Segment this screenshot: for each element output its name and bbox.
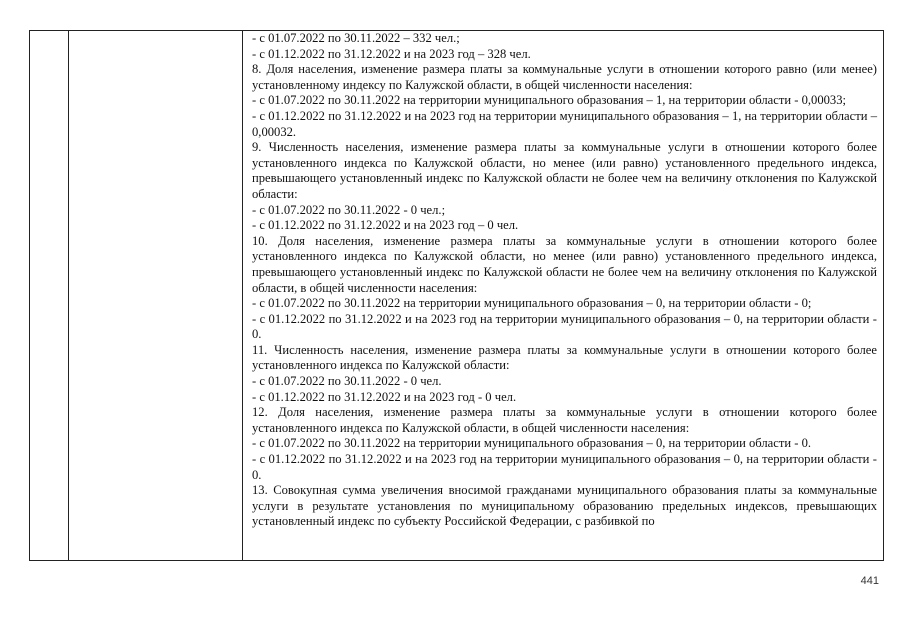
paragraph: - с 01.07.2022 по 30.11.2022 - 0 чел. bbox=[252, 374, 442, 389]
paragraph: 13. Совокупная сумма увеличения вносимой гражданами муниципального образования платы за коммунальные услуги в результате установления по муниципальному образованию предельных индексов, превышающих установленный индекс по субъекту Российской Федерации, с разбивкой по bbox=[252, 483, 877, 529]
paragraph: - с 01.12.2022 по 31.12.2022 и на 2023 год - 0 чел. bbox=[252, 389, 517, 404]
paragraph: - с 01.12.2022 по 31.12.2022 и на 2023 год на территории муниципального образования – 0, на территории области - 0. bbox=[252, 311, 877, 342]
table-column-content bbox=[243, 31, 883, 560]
paragraph: - с 01.07.2022 по 30.11.2022 - 0 чел.; bbox=[252, 202, 446, 217]
paragraph: - с 01.07.2022 по 30.11.2022 на территории муниципального образования – 1, на территории области - 0,00033; bbox=[252, 93, 847, 108]
paragraph: - с 01.07.2022 по 30.11.2022 на территории муниципального образования – 0, на территории области - 0. bbox=[252, 436, 812, 451]
table-column-number bbox=[30, 31, 69, 560]
paragraph: 8. Доля населения, изменение размера платы за коммунальные услуги в отношении которого равно (или менее) установленному индексу по Калужской области, в общей численности населения: bbox=[252, 62, 877, 92]
paragraph: - с 01.12.2022 по 31.12.2022 и на 2023 год на территории муниципального образования – 0, на территории области - 0. bbox=[252, 452, 877, 482]
paragraph: - с 01.12.2022 по 31.12.2022 и на 2023 год на территории муниципального образования – 1, на территории области – 0,00032. bbox=[252, 108, 877, 139]
paragraph: - с 01.12.2022 по 31.12.2022 и на 2023 год – 328 чел. bbox=[252, 46, 531, 61]
paragraph: 9. Численность населения, изменение размера платы за коммунальные услуги в отношении которого более установленного индекса по Калужской области, но менее (или равно) установленного предельного индекса, превышающего установленный индекс по Калужской области не более чем на величину отклонения по Калужской области: bbox=[252, 140, 877, 201]
paragraph: 10. Доля населения, изменение размера платы за коммунальные услуги в отношении которого более установленного индекса по Калужской области, но менее (или равно) установленного предельного индекса, превышающего установленный индекс по Калужской области не более чем на величину отклонения по Калужской области, в общей численности населения: bbox=[252, 233, 877, 295]
table-column-name bbox=[69, 31, 243, 560]
paragraph: - с 01.07.2022 по 30.11.2022 – 332 чел.; bbox=[252, 31, 460, 45]
page-number: 441 bbox=[860, 575, 879, 587]
document-table bbox=[29, 30, 884, 561]
paragraph: 12. Доля населения, изменение размера платы за коммунальные услуги в отношении которого более установленного индекса по Калужской области, в общей численности населения: bbox=[252, 405, 877, 435]
paragraph: - с 01.12.2022 по 31.12.2022 и на 2023 год – 0 чел. bbox=[252, 218, 519, 233]
paragraph: - с 01.07.2022 по 30.11.2022 на территории муниципального образования – 0, на территории области - 0; bbox=[252, 296, 812, 311]
paragraph: 11. Численность населения, изменение размера платы за коммунальные услуги в отношении которого более установленного индекса по Калужской области: bbox=[252, 342, 877, 373]
